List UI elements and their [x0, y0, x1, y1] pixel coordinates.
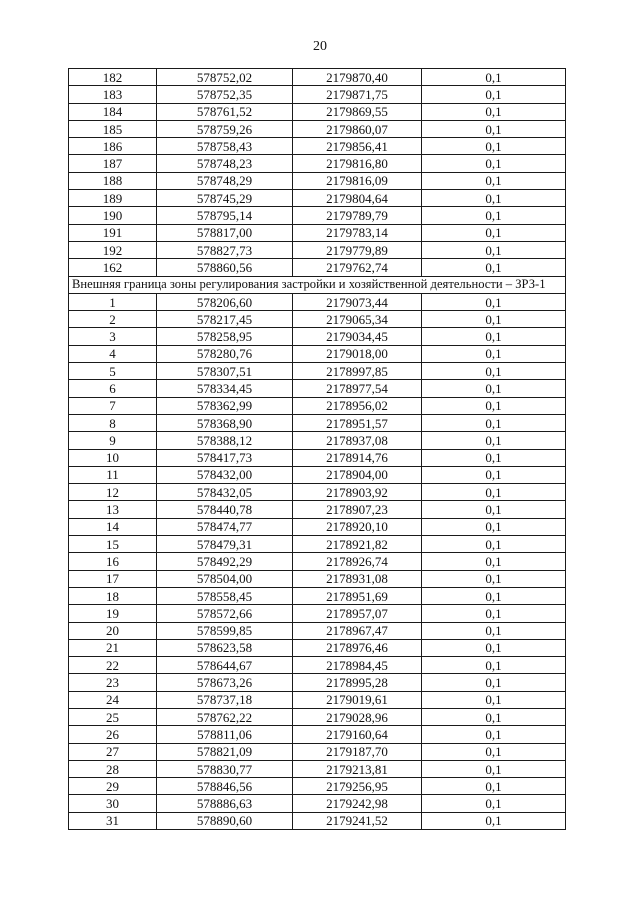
precision-cell: 0,1 — [422, 311, 566, 328]
y-coordinate-cell: 2179256,95 — [293, 778, 422, 795]
table-row — [69, 293, 566, 310]
precision-cell: 0,1 — [422, 414, 566, 431]
table-row — [69, 778, 566, 795]
y-coordinate-cell: 2178926,74 — [293, 553, 422, 570]
table-row — [69, 103, 566, 120]
x-coordinate-cell: 578258,95 — [157, 328, 293, 345]
table-body-bottom — [69, 293, 566, 829]
x-coordinate-cell: 578860,56 — [157, 259, 293, 276]
point-number-cell: 191 — [69, 224, 157, 241]
point-number-cell: 8 — [69, 414, 157, 431]
precision-cell: 0,1 — [422, 778, 566, 795]
precision-cell: 0,1 — [422, 501, 566, 518]
x-coordinate-cell: 578762,22 — [157, 708, 293, 725]
point-number-cell: 1 — [69, 293, 157, 310]
section-row — [69, 276, 566, 293]
y-coordinate-cell: 2178995,28 — [293, 674, 422, 691]
x-coordinate-cell: 578817,00 — [157, 224, 293, 241]
x-coordinate-cell: 578821,09 — [157, 743, 293, 760]
x-coordinate-cell: 578217,45 — [157, 311, 293, 328]
y-coordinate-cell: 2179789,79 — [293, 207, 422, 224]
point-number-cell: 23 — [69, 674, 157, 691]
precision-cell: 0,1 — [422, 224, 566, 241]
table-row — [69, 380, 566, 397]
y-coordinate-cell: 2179779,89 — [293, 241, 422, 258]
table-row — [69, 553, 566, 570]
coordinates-table — [68, 68, 566, 830]
point-number-cell: 17 — [69, 570, 157, 587]
table-row — [69, 363, 566, 380]
point-number-cell: 31 — [69, 812, 157, 829]
x-coordinate-cell: 578846,56 — [157, 778, 293, 795]
y-coordinate-cell: 2178904,00 — [293, 466, 422, 483]
precision-cell: 0,1 — [422, 397, 566, 414]
y-coordinate-cell: 2178956,02 — [293, 397, 422, 414]
table-row — [69, 414, 566, 431]
point-number-cell: 185 — [69, 120, 157, 137]
x-coordinate-cell: 578795,14 — [157, 207, 293, 224]
x-coordinate-cell: 578748,23 — [157, 155, 293, 172]
y-coordinate-cell: 2179816,80 — [293, 155, 422, 172]
x-coordinate-cell: 578440,78 — [157, 501, 293, 518]
x-coordinate-cell: 578644,67 — [157, 657, 293, 674]
precision-cell: 0,1 — [422, 69, 566, 86]
table-row — [69, 708, 566, 725]
point-number-cell: 3 — [69, 328, 157, 345]
x-coordinate-cell: 578206,60 — [157, 293, 293, 310]
point-number-cell: 9 — [69, 432, 157, 449]
table-row — [69, 484, 566, 501]
precision-cell: 0,1 — [422, 449, 566, 466]
point-number-cell: 13 — [69, 501, 157, 518]
y-coordinate-cell: 2179860,07 — [293, 120, 422, 137]
table-row — [69, 639, 566, 656]
x-coordinate-cell: 578432,00 — [157, 466, 293, 483]
precision-cell: 0,1 — [422, 466, 566, 483]
y-coordinate-cell: 2178951,69 — [293, 587, 422, 604]
precision-cell: 0,1 — [422, 708, 566, 725]
y-coordinate-cell: 2178997,85 — [293, 363, 422, 380]
y-coordinate-cell: 2179187,70 — [293, 743, 422, 760]
y-coordinate-cell: 2179242,98 — [293, 795, 422, 812]
table-section — [69, 276, 566, 293]
table-row — [69, 207, 566, 224]
y-coordinate-cell: 2178967,47 — [293, 622, 422, 639]
y-coordinate-cell: 2179762,74 — [293, 259, 422, 276]
point-number-cell: 15 — [69, 536, 157, 553]
precision-cell: 0,1 — [422, 155, 566, 172]
table-row — [69, 657, 566, 674]
y-coordinate-cell: 2178903,92 — [293, 484, 422, 501]
x-coordinate-cell: 578890,60 — [157, 812, 293, 829]
x-coordinate-cell: 578388,12 — [157, 432, 293, 449]
table-row — [69, 501, 566, 518]
x-coordinate-cell: 578479,31 — [157, 536, 293, 553]
point-number-cell: 5 — [69, 363, 157, 380]
table-row — [69, 190, 566, 207]
point-number-cell: 29 — [69, 778, 157, 795]
y-coordinate-cell: 2178931,08 — [293, 570, 422, 587]
y-coordinate-cell: 2178951,57 — [293, 414, 422, 431]
precision-cell: 0,1 — [422, 207, 566, 224]
x-coordinate-cell: 578752,35 — [157, 86, 293, 103]
table-row — [69, 345, 566, 362]
precision-cell: 0,1 — [422, 363, 566, 380]
y-coordinate-cell: 2179034,45 — [293, 328, 422, 345]
precision-cell: 0,1 — [422, 795, 566, 812]
precision-cell: 0,1 — [422, 432, 566, 449]
table-row — [69, 138, 566, 155]
point-number-cell: 188 — [69, 172, 157, 189]
precision-cell: 0,1 — [422, 484, 566, 501]
x-coordinate-cell: 578368,90 — [157, 414, 293, 431]
x-coordinate-cell: 578474,77 — [157, 518, 293, 535]
point-number-cell: 21 — [69, 639, 157, 656]
y-coordinate-cell: 2179073,44 — [293, 293, 422, 310]
point-number-cell: 25 — [69, 708, 157, 725]
y-coordinate-cell: 2178937,08 — [293, 432, 422, 449]
x-coordinate-cell: 578334,45 — [157, 380, 293, 397]
y-coordinate-cell: 2179856,41 — [293, 138, 422, 155]
precision-cell: 0,1 — [422, 536, 566, 553]
x-coordinate-cell: 578827,73 — [157, 241, 293, 258]
table-row — [69, 743, 566, 760]
x-coordinate-cell: 578492,29 — [157, 553, 293, 570]
precision-cell: 0,1 — [422, 553, 566, 570]
table-row — [69, 518, 566, 535]
x-coordinate-cell: 578280,76 — [157, 345, 293, 362]
table-row — [69, 674, 566, 691]
x-coordinate-cell: 578830,77 — [157, 760, 293, 777]
point-number-cell: 14 — [69, 518, 157, 535]
y-coordinate-cell: 2179019,61 — [293, 691, 422, 708]
x-coordinate-cell: 578504,00 — [157, 570, 293, 587]
table-body-top — [69, 69, 566, 277]
y-coordinate-cell: 2179018,00 — [293, 345, 422, 362]
point-number-cell: 183 — [69, 86, 157, 103]
table-row — [69, 397, 566, 414]
table-row — [69, 466, 566, 483]
precision-cell: 0,1 — [422, 726, 566, 743]
point-number-cell: 30 — [69, 795, 157, 812]
table-row — [69, 259, 566, 276]
precision-cell: 0,1 — [422, 639, 566, 656]
section-title: Внешняя граница зоны регулирования застройки и хозяйственной деятельности – ЗРЗ-1 — [69, 276, 566, 293]
table-row — [69, 432, 566, 449]
table-row — [69, 726, 566, 743]
precision-cell: 0,1 — [422, 259, 566, 276]
precision-cell: 0,1 — [422, 657, 566, 674]
x-coordinate-cell: 578758,43 — [157, 138, 293, 155]
precision-cell: 0,1 — [422, 518, 566, 535]
y-coordinate-cell: 2178920,10 — [293, 518, 422, 535]
table-row — [69, 311, 566, 328]
point-number-cell: 11 — [69, 466, 157, 483]
precision-cell: 0,1 — [422, 190, 566, 207]
point-number-cell: 192 — [69, 241, 157, 258]
point-number-cell: 162 — [69, 259, 157, 276]
point-number-cell: 190 — [69, 207, 157, 224]
precision-cell: 0,1 — [422, 86, 566, 103]
table-row — [69, 328, 566, 345]
x-coordinate-cell: 578572,66 — [157, 605, 293, 622]
y-coordinate-cell: 2178977,54 — [293, 380, 422, 397]
table-row — [69, 570, 566, 587]
y-coordinate-cell: 2179160,64 — [293, 726, 422, 743]
x-coordinate-cell: 578759,26 — [157, 120, 293, 137]
x-coordinate-cell: 578737,18 — [157, 691, 293, 708]
y-coordinate-cell: 2179870,40 — [293, 69, 422, 86]
point-number-cell: 24 — [69, 691, 157, 708]
table-row — [69, 86, 566, 103]
precision-cell: 0,1 — [422, 760, 566, 777]
point-number-cell: 22 — [69, 657, 157, 674]
point-number-cell: 26 — [69, 726, 157, 743]
table-row — [69, 449, 566, 466]
precision-cell: 0,1 — [422, 674, 566, 691]
y-coordinate-cell: 2178976,46 — [293, 639, 422, 656]
point-number-cell: 182 — [69, 69, 157, 86]
page-number: 20 — [313, 39, 327, 54]
point-number-cell: 19 — [69, 605, 157, 622]
y-coordinate-cell: 2179871,75 — [293, 86, 422, 103]
precision-cell: 0,1 — [422, 605, 566, 622]
x-coordinate-cell: 578886,63 — [157, 795, 293, 812]
y-coordinate-cell: 2178914,76 — [293, 449, 422, 466]
x-coordinate-cell: 578748,29 — [157, 172, 293, 189]
table-row — [69, 69, 566, 86]
point-number-cell: 4 — [69, 345, 157, 362]
point-number-cell: 10 — [69, 449, 157, 466]
y-coordinate-cell: 2179241,52 — [293, 812, 422, 829]
precision-cell: 0,1 — [422, 622, 566, 639]
y-coordinate-cell: 2179028,96 — [293, 708, 422, 725]
y-coordinate-cell: 2178921,82 — [293, 536, 422, 553]
table-row — [69, 172, 566, 189]
precision-cell: 0,1 — [422, 103, 566, 120]
table-row — [69, 812, 566, 829]
y-coordinate-cell: 2178957,07 — [293, 605, 422, 622]
precision-cell: 0,1 — [422, 293, 566, 310]
table-row — [69, 760, 566, 777]
precision-cell: 0,1 — [422, 328, 566, 345]
x-coordinate-cell: 578761,52 — [157, 103, 293, 120]
point-number-cell: 2 — [69, 311, 157, 328]
point-number-cell: 28 — [69, 760, 157, 777]
y-coordinate-cell: 2178907,23 — [293, 501, 422, 518]
x-coordinate-cell: 578417,73 — [157, 449, 293, 466]
point-number-cell: 20 — [69, 622, 157, 639]
precision-cell: 0,1 — [422, 241, 566, 258]
precision-cell: 0,1 — [422, 743, 566, 760]
x-coordinate-cell: 578432,05 — [157, 484, 293, 501]
point-number-cell: 184 — [69, 103, 157, 120]
x-coordinate-cell: 578599,85 — [157, 622, 293, 639]
precision-cell: 0,1 — [422, 570, 566, 587]
table-row — [69, 120, 566, 137]
y-coordinate-cell: 2179213,81 — [293, 760, 422, 777]
precision-cell: 0,1 — [422, 380, 566, 397]
point-number-cell: 16 — [69, 553, 157, 570]
table-row — [69, 622, 566, 639]
table-row — [69, 155, 566, 172]
x-coordinate-cell: 578307,51 — [157, 363, 293, 380]
y-coordinate-cell: 2179065,34 — [293, 311, 422, 328]
y-coordinate-cell: 2179804,64 — [293, 190, 422, 207]
table-row — [69, 795, 566, 812]
table-row — [69, 605, 566, 622]
point-number-cell: 18 — [69, 587, 157, 604]
precision-cell: 0,1 — [422, 345, 566, 362]
point-number-cell: 12 — [69, 484, 157, 501]
point-number-cell: 7 — [69, 397, 157, 414]
x-coordinate-cell: 578673,26 — [157, 674, 293, 691]
precision-cell: 0,1 — [422, 587, 566, 604]
precision-cell: 0,1 — [422, 172, 566, 189]
y-coordinate-cell: 2179783,14 — [293, 224, 422, 241]
y-coordinate-cell: 2179869,55 — [293, 103, 422, 120]
x-coordinate-cell: 578362,99 — [157, 397, 293, 414]
table-row — [69, 587, 566, 604]
precision-cell: 0,1 — [422, 138, 566, 155]
table-row — [69, 224, 566, 241]
point-number-cell: 187 — [69, 155, 157, 172]
precision-cell: 0,1 — [422, 691, 566, 708]
point-number-cell: 186 — [69, 138, 157, 155]
precision-cell: 0,1 — [422, 812, 566, 829]
x-coordinate-cell: 578811,06 — [157, 726, 293, 743]
x-coordinate-cell: 578623,58 — [157, 639, 293, 656]
point-number-cell: 189 — [69, 190, 157, 207]
precision-cell: 0,1 — [422, 120, 566, 137]
y-coordinate-cell: 2179816,09 — [293, 172, 422, 189]
y-coordinate-cell: 2178984,45 — [293, 657, 422, 674]
table-row — [69, 691, 566, 708]
point-number-cell: 6 — [69, 380, 157, 397]
table-row — [69, 536, 566, 553]
point-number-cell: 27 — [69, 743, 157, 760]
x-coordinate-cell: 578752,02 — [157, 69, 293, 86]
table-row — [69, 241, 566, 258]
x-coordinate-cell: 578558,45 — [157, 587, 293, 604]
x-coordinate-cell: 578745,29 — [157, 190, 293, 207]
